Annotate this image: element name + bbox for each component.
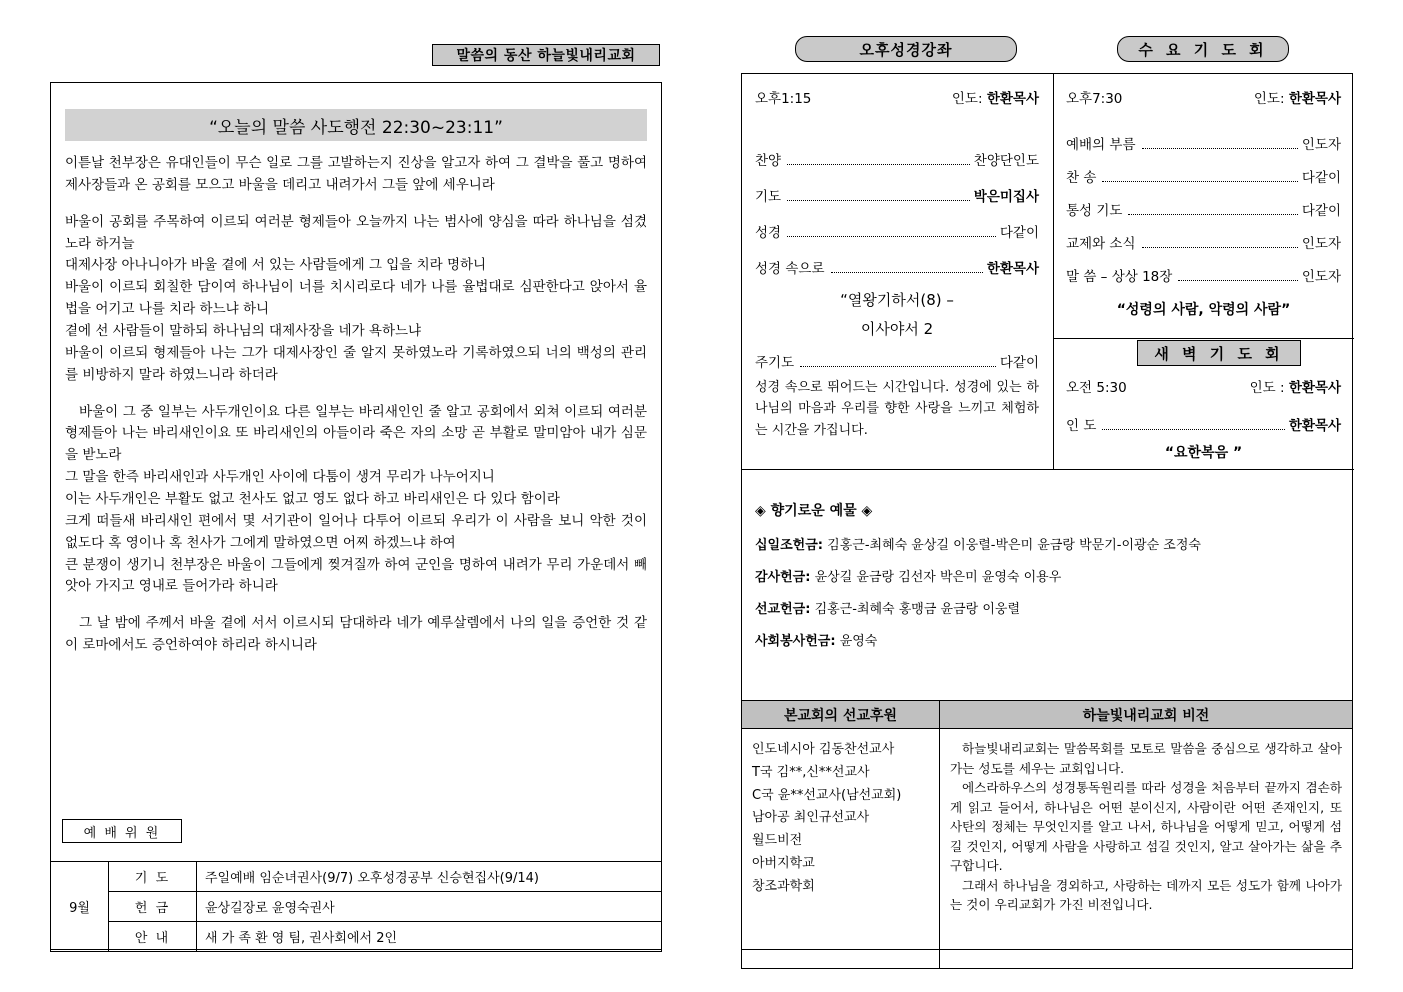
- offering-title: ◈ 향기로운 예물 ◈: [755, 503, 873, 519]
- afternoon-closing-line: [755, 351, 1039, 371]
- offering-row: [755, 630, 1339, 649]
- afternoon-leader-label: 인도:: [951, 91, 983, 107]
- dawn-prayer-pill: 새 벽 기 도 회: [1137, 340, 1301, 366]
- table-row: [51, 862, 662, 892]
- wednesday-prayer-pill: 수 요 기 도 회: [1117, 36, 1289, 62]
- dot-leader: [1128, 214, 1297, 215]
- order-label: 인 도: [1066, 418, 1097, 434]
- dot-leader: [1142, 247, 1298, 248]
- afternoon-order-line: [755, 257, 1039, 277]
- order-value: 인도자: [1301, 269, 1341, 285]
- worship-role: 기 도: [109, 862, 197, 892]
- afternoon-order-line: [755, 185, 1039, 205]
- vision-paragraph: 그래서 하나님을 경외하고, 사랑하는 데까지 모든 성도가 함께 나아가는 것이 우리교회가 가진 비전입니다.: [950, 877, 1342, 913]
- dot-leader: [787, 200, 970, 201]
- worship-committee-tag: 예 배 위 원: [62, 819, 182, 843]
- order-label: 성경: [755, 225, 782, 241]
- dawn-sermon-title: “요한복음 ”: [1164, 445, 1243, 461]
- offering-row: [755, 566, 1339, 585]
- offering-row: [755, 598, 1339, 617]
- afternoon-bible-class-pill: 오후성경강좌: [795, 36, 1017, 62]
- wednesday-time: 오후7:30: [1066, 91, 1123, 107]
- worship-role: 안 내: [109, 922, 197, 952]
- wednesday-leader-label: 인도:: [1253, 91, 1285, 107]
- scripture-paragraph: 바울이 이르되 회칠한 담이여 하나님이 너를 치시리로다 네가 나를 율법대로 심판한다고 앉아서 율법을 어기고 나를 치라 하느냐 하니: [65, 279, 647, 318]
- dot-leader: [800, 366, 996, 367]
- scripture-paragraph: 이튿날 천부장은 유대인들이 무슨 일로 그를 고발하는지 진상을 알고자 하여 그 결박을 풀고 명하여 제사장들과 온 공회를 모으고 바울을 데리고 내려가서 그들 앞에 세우니라: [65, 155, 647, 193]
- wednesday-order-line: [1066, 265, 1341, 285]
- mission-vision-table: [741, 700, 1353, 969]
- list-item: 월드비전: [752, 833, 803, 848]
- lesson-title-line2: 이사야서 2: [860, 320, 934, 338]
- order-value: 다같이: [1301, 170, 1341, 186]
- order-label: 찬 송: [1066, 170, 1097, 186]
- worship-value: 새 가 족 환 영 팀, 권사회에서 2인: [197, 922, 662, 952]
- offering-names: 김홍근-최혜숙 홍맹금 윤금랑 이웅렬: [814, 602, 1021, 617]
- table-row: [51, 922, 662, 952]
- wednesday-order-line: [1066, 166, 1341, 186]
- order-label: 교제와 소식: [1066, 236, 1136, 252]
- lesson-title-line1: “열왕기하서(8) –: [840, 291, 954, 309]
- dot-leader: [1178, 280, 1298, 281]
- offering-panel: [741, 500, 1353, 662]
- afternoon-order-line: [755, 149, 1039, 169]
- worship-month: 9월: [51, 862, 109, 952]
- vision-paragraph: 에스라하우스의 성경통독원리를 따라 성경을 처음부터 끝까지 겸손하게 읽고 들어서, 하나님은 어떤 분이신지, 사람이란 어떤 존재인지, 또 사탄의 정체는 무엇인지를 알고 나서, 하나님을 어떻게 믿고, 어떻게 섬길 것인지, 어떻게 사람을 사랑하고 섬길 것인지, 알고 살아가는 삶을 추구합니다.: [950, 780, 1342, 874]
- scripture-paragraph: 이는 사두개인은 부활도 없고 천사도 없고 영도 없다 하고 바리새인은 다 있다 함이라: [65, 491, 560, 508]
- afternoon-leader: [952, 87, 1039, 107]
- dawn-divider: [1053, 338, 1354, 339]
- dot-leader: [787, 236, 996, 237]
- afternoon-time: 오후1:15: [755, 91, 812, 107]
- scripture-paragraph: 바울이 공회를 주목하여 이르되 여러분 형제들아 오늘까지 나는 범사에 양심을 따라 하나님을 섬겼노라 하거늘: [65, 213, 647, 252]
- list-item: 창조과학회: [752, 878, 815, 894]
- order-label: 기도: [755, 189, 782, 205]
- wednesday-leader: [1254, 87, 1341, 107]
- order-label: 말 씀 – 상상 18장: [1066, 269, 1173, 285]
- offering-names: 윤상길 윤금랑 김선자 박은미 윤영숙 이용우: [814, 570, 1062, 585]
- wednesday-order-line: [1066, 133, 1341, 153]
- scripture-paragraph: 그 말을 한즉 바리새인과 사두개인 사이에 다툼이 생겨 무리가 나누어지니: [65, 469, 495, 486]
- dawn-header-row: [1066, 376, 1341, 396]
- wednesday-header-row: [1066, 87, 1341, 107]
- afternoon-note: 성경 속으로 뛰어드는 시간입니다. 성경에 있는 하나님의 마음과 우리를 향한 사랑을 느끼고 체험하는 시간을 가집니다.: [755, 380, 1039, 438]
- list-item: 남아공 최인규선교사: [752, 810, 870, 826]
- worship-committee-table: [50, 861, 662, 952]
- mission-header: 본교회의 선교후원: [742, 701, 940, 729]
- table-header-row: [742, 701, 1353, 729]
- afternoon-order-line: [755, 221, 1039, 241]
- offering-label: 십일조헌금:: [755, 538, 823, 553]
- scripture-paragraph: 곁에 선 사람들이 말하되 하나님의 대제사장을 네가 욕하느냐: [65, 323, 422, 340]
- dawn-order-line: [1066, 414, 1341, 434]
- wednesday-prayer-panel: [1054, 73, 1353, 338]
- order-value: 다같이: [999, 225, 1039, 241]
- order-label: 예배의 부름: [1066, 137, 1136, 153]
- dot-leader: [1102, 429, 1284, 430]
- list-item: 아버지학교: [752, 855, 815, 871]
- order-value: 박은미집사: [973, 189, 1039, 205]
- afternoon-bible-class-panel: [741, 73, 1053, 469]
- list-item: 인도네시아 김동찬선교사: [752, 742, 895, 757]
- scripture-paragraph: 크게 떠들새 바리새인 편에서 몇 서기관이 일어나 다투어 이르되 우리가 이 사람을 보니 악한 것이 없도다 혹 영이나 혹 천사가 그에게 말하였으면 어찌 하겠느냐 하여: [65, 512, 647, 551]
- dot-leader: [831, 272, 983, 273]
- worship-value: 주일예배 임순녀권사(9/7) 오후성경공부 신승현집사(9/14): [197, 862, 662, 892]
- wednesday-sermon-title: “성령의 사람, 악령의 사람”: [1116, 302, 1291, 318]
- offering-names: 윤영숙: [839, 634, 878, 649]
- table-row: [51, 892, 662, 922]
- order-label: 찬양: [755, 153, 782, 169]
- dot-leader: [787, 164, 970, 165]
- dawn-prayer-panel: [1054, 368, 1353, 469]
- scripture-body: [65, 153, 647, 657]
- offering-label: 감사헌금:: [755, 570, 811, 585]
- order-value: 인도자: [1301, 137, 1341, 153]
- order-value: 인도자: [1301, 236, 1341, 252]
- scripture-paragraph: 바울이 그 중 일부는 사두개인이요 다른 일부는 바리새인인 줄 알고 공회에서 외쳐 이르되 여러분 형제들아 나는 바리새인이요 또 바리새인의 아들이라 죽은 자의 소망 곧 부활로 말미암아 내가 심문을 받노라: [65, 403, 647, 464]
- offering-label: 선교헌금:: [755, 602, 811, 617]
- offering-row: [755, 534, 1339, 553]
- order-value: 다같이: [999, 355, 1039, 371]
- order-value: 찬양단인도: [973, 153, 1039, 169]
- scripture-paragraph: 대제사장 아나니아가 바울 곁에 서 있는 사람들에게 그 입을 치라 명하니: [65, 257, 487, 274]
- horizontal-divider: [741, 469, 1354, 470]
- table-row: [742, 729, 1353, 969]
- wednesday-order-line: [1066, 232, 1341, 252]
- dawn-time: 오전 5:30: [1066, 380, 1127, 396]
- dawn-leader: [1250, 376, 1341, 396]
- order-label: 주기도: [755, 355, 795, 371]
- mission-list: [742, 729, 940, 969]
- scripture-paragraph: 큰 분쟁이 생기니 천부장은 바울이 그들에게 찢겨질까 하여 군인을 명하여 내려가 무리 가운데서 빼앗아 가지고 영내로 들어가라 하니라: [65, 556, 647, 595]
- worship-value: 윤상길장로 윤영숙권사: [197, 892, 662, 922]
- worship-role: 헌 금: [109, 892, 197, 922]
- dawn-leader-name: 한환목사: [1288, 380, 1341, 396]
- wednesday-leader-name: 한환목사: [1288, 91, 1341, 107]
- verse-title: “오늘의 말씀 사도행전 22:30~23:11”: [65, 109, 647, 141]
- vision-text: [940, 729, 1353, 969]
- afternoon-leader-name: 한환목사: [986, 91, 1039, 107]
- order-value: 다같이: [1301, 203, 1341, 219]
- order-label: 성경 속으로: [755, 261, 825, 277]
- scripture-paragraph: 그 날 밤에 주께서 바울 곁에 서서 이르시되 담대하라 네가 예루살렘에서 나의 일을 증언한 것 같이 로마에서도 증언하여야 하리라 하시니라: [65, 615, 647, 654]
- list-item: C국 윤**선교사(남선교회): [752, 787, 902, 803]
- wednesday-order-line: [1066, 199, 1341, 219]
- dot-leader: [1102, 181, 1298, 182]
- offering-label: 사회봉사헌금:: [755, 634, 836, 649]
- offering-names: 김홍근-최혜숙 윤상길 이웅렬-박은미 윤금랑 박문기-이광순 조정숙: [827, 538, 1201, 553]
- order-label: 통성 기도: [1066, 203, 1123, 219]
- list-item: T국 김**,신**선교사: [752, 764, 870, 780]
- order-value: 한환목사: [986, 261, 1039, 277]
- afternoon-header-row: [755, 87, 1039, 107]
- dot-leader: [1142, 148, 1298, 149]
- vision-header: 하늘빛내리교회 비전: [940, 701, 1353, 729]
- order-value: 한환목사: [1288, 418, 1341, 434]
- scripture-paragraph: 바울이 이르되 형제들아 나는 그가 대제사장인 줄 알지 못하였노라 기록하였으되 너의 백성의 관리를 비방하지 말라 하였느니라 하더라: [65, 344, 647, 383]
- left-header-title: 말씀의 동산 하늘빛내리교회: [432, 44, 660, 66]
- vision-paragraph: 하늘빛내리교회는 말씀목회를 모토로 말씀을 중심으로 생각하고 살아가는 성도를 세우는 교회입니다.: [950, 741, 1342, 776]
- dawn-leader-label: 인도 :: [1249, 380, 1285, 396]
